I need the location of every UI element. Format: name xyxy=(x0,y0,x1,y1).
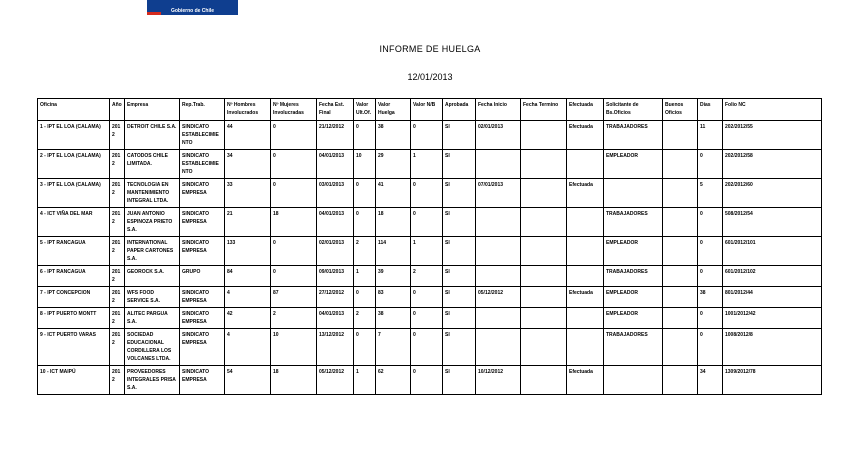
cell-valor-ult-of: 1 xyxy=(354,266,376,287)
cell-fecha-termino xyxy=(521,150,567,179)
cell-valor-nb: 0 xyxy=(411,208,443,237)
cell-valor-ult-of: 2 xyxy=(354,308,376,329)
cell-fecha-termino xyxy=(521,329,567,366)
table-row xyxy=(38,266,822,287)
cell-aprobada: SI xyxy=(443,237,476,266)
cell-mujeres: 87 xyxy=(271,287,317,308)
cell-valor-huelga: 38 xyxy=(376,121,411,150)
cell-hombres: 44 xyxy=(225,121,271,150)
report-date: 12/01/2013 xyxy=(407,72,453,82)
cell-dias: 11 xyxy=(698,121,723,150)
cell-valor-ult-of: 0 xyxy=(354,208,376,237)
cell-buenos-oficios xyxy=(663,179,698,208)
report-title: INFORME DE HUELGA xyxy=(379,44,481,54)
cell-solicitante: EMPLEADOR xyxy=(604,287,663,308)
table-row xyxy=(38,366,822,395)
cell-oficina: 9 - ICT PUERTO VARAS xyxy=(38,329,110,366)
cell-anio: 2012 xyxy=(110,237,125,266)
column-header: Empresa xyxy=(125,99,180,121)
cell-fecha-termino xyxy=(521,237,567,266)
cell-mujeres: 0 xyxy=(271,266,317,287)
cell-buenos-oficios xyxy=(663,266,698,287)
cell-hombres: 34 xyxy=(225,150,271,179)
cell-valor-ult-of: 0 xyxy=(354,287,376,308)
column-header: Días xyxy=(698,99,723,121)
column-header: Valor Ult.Of. xyxy=(354,99,376,121)
column-header: Fecha Termino xyxy=(521,99,567,121)
cell-rep-trab: SINDICATO EMPRESA xyxy=(180,366,225,395)
cell-oficina: 5 - IPT RANCAGUA xyxy=(38,237,110,266)
column-header: Nº Mujeres Involucradas xyxy=(271,99,317,121)
cell-fecha-final: 09/01/2013 xyxy=(317,266,354,287)
column-header: Valor N/B xyxy=(411,99,443,121)
cell-hombres: 42 xyxy=(225,308,271,329)
cell-mujeres: 18 xyxy=(271,366,317,395)
cell-efectuada xyxy=(567,329,604,366)
cell-rep-trab: SINDICATO ESTABLECIMIENTO xyxy=(180,150,225,179)
cell-hombres: 54 xyxy=(225,366,271,395)
cell-valor-nb: 0 xyxy=(411,366,443,395)
cell-valor-huelga: 83 xyxy=(376,287,411,308)
cell-dias: 0 xyxy=(698,329,723,366)
cell-valor-huelga: 114 xyxy=(376,237,411,266)
cell-valor-huelga: 29 xyxy=(376,150,411,179)
cell-fecha-inicio xyxy=(476,329,521,366)
cell-buenos-oficios xyxy=(663,121,698,150)
cell-aprobada: SI xyxy=(443,121,476,150)
cell-rep-trab: SINDICATO EMPRESA xyxy=(180,179,225,208)
cell-fecha-final: 02/01/2013 xyxy=(317,237,354,266)
cell-fecha-inicio xyxy=(476,266,521,287)
cell-hombres: 84 xyxy=(225,266,271,287)
cell-rep-trab: SINDICATO EMPRESA xyxy=(180,287,225,308)
cell-solicitante xyxy=(604,366,663,395)
cell-fecha-termino xyxy=(521,287,567,308)
cell-efectuada: Efectuada xyxy=(567,287,604,308)
cell-valor-ult-of: 1 xyxy=(354,366,376,395)
logo-text: Gobierno de Chile xyxy=(170,8,215,14)
cell-empresa: TECNOLOGIA EN MANTENIMIENTO INTEGRAL LTDA. xyxy=(125,179,180,208)
cell-fecha-final: 13/12/2012 xyxy=(317,329,354,366)
cell-mujeres: 0 xyxy=(271,237,317,266)
cell-rep-trab: GRUPO xyxy=(180,266,225,287)
cell-efectuada: Efectuada xyxy=(567,179,604,208)
cell-mujeres: 18 xyxy=(271,208,317,237)
cell-buenos-oficios xyxy=(663,287,698,308)
cell-valor-nb: 2 xyxy=(411,266,443,287)
cell-empresa: PROVEEDORES INTEGRALES PRISA S.A. xyxy=(125,366,180,395)
cell-valor-nb: 1 xyxy=(411,150,443,179)
column-header: Aprobada xyxy=(443,99,476,121)
cell-mujeres: 0 xyxy=(271,179,317,208)
column-header: Valor Huelga xyxy=(376,99,411,121)
cell-solicitante: EMPLEADOR xyxy=(604,308,663,329)
cell-folio: 202/2012/60 xyxy=(723,179,822,208)
cell-oficina: 3 - IPT EL LOA (CALAMA) xyxy=(38,179,110,208)
cell-valor-huelga: 38 xyxy=(376,308,411,329)
table-header-row xyxy=(38,99,822,121)
cell-fecha-final: 27/12/2012 xyxy=(317,287,354,308)
cell-empresa: CATODOS CHILE LIMITADA. xyxy=(125,150,180,179)
cell-dias: 38 xyxy=(698,287,723,308)
cell-dias: 0 xyxy=(698,208,723,237)
cell-fecha-final: 04/01/2013 xyxy=(317,308,354,329)
column-header: Folio NC xyxy=(723,99,822,121)
cell-rep-trab: SINDICATO ESTABLECIMIENTO xyxy=(180,121,225,150)
cell-buenos-oficios xyxy=(663,208,698,237)
logo-red-stripe xyxy=(147,12,161,15)
cell-folio: 202/2012/58 xyxy=(723,150,822,179)
cell-fecha-final: 04/01/2013 xyxy=(317,208,354,237)
cell-valor-huelga: 7 xyxy=(376,329,411,366)
table-row xyxy=(38,308,822,329)
column-header: Oficina xyxy=(38,99,110,121)
cell-folio: 1309/2012/78 xyxy=(723,366,822,395)
cell-fecha-inicio: 02/01/2013 xyxy=(476,121,521,150)
cell-anio: 2012 xyxy=(110,208,125,237)
cell-valor-ult-of: 0 xyxy=(354,329,376,366)
cell-fecha-termino xyxy=(521,308,567,329)
cell-aprobada: SI xyxy=(443,329,476,366)
cell-valor-nb: 0 xyxy=(411,329,443,366)
cell-hombres: 21 xyxy=(225,208,271,237)
cell-aprobada: SI xyxy=(443,179,476,208)
cell-empresa: JUAN ANTONIO ESPINOZA PRIETO S.A. xyxy=(125,208,180,237)
cell-rep-trab: SINDICATO EMPRESA xyxy=(180,308,225,329)
cell-anio: 2012 xyxy=(110,308,125,329)
column-header: Efectuada xyxy=(567,99,604,121)
cell-efectuada xyxy=(567,266,604,287)
cell-oficina: 7 - IPT CONCEPCION xyxy=(38,287,110,308)
column-header: Año xyxy=(110,99,125,121)
cell-solicitante: TRABAJADORES xyxy=(604,121,663,150)
cell-anio: 2012 xyxy=(110,179,125,208)
cell-buenos-oficios xyxy=(663,366,698,395)
cell-rep-trab: SINDICATO EMPRESA xyxy=(180,237,225,266)
cell-solicitante: TRABAJADORES xyxy=(604,266,663,287)
cell-oficina: 6 - IPT RANCAGUA xyxy=(38,266,110,287)
column-header: Buenos Oficios xyxy=(663,99,698,121)
cell-valor-nb: 1 xyxy=(411,237,443,266)
cell-folio: 508/2012/54 xyxy=(723,208,822,237)
cell-aprobada: SI xyxy=(443,366,476,395)
cell-aprobada: SI xyxy=(443,266,476,287)
cell-buenos-oficios xyxy=(663,308,698,329)
cell-empresa: SOCIEDAD EDUCACIONAL CORDILLERA LOS VOLCANES LTDA. xyxy=(125,329,180,366)
cell-fecha-final: 04/01/2013 xyxy=(317,150,354,179)
cell-anio: 2012 xyxy=(110,366,125,395)
cell-valor-ult-of: 10 xyxy=(354,150,376,179)
table-row xyxy=(38,121,822,150)
strike-report-table xyxy=(37,98,822,395)
cell-fecha-inicio xyxy=(476,237,521,266)
cell-dias: 0 xyxy=(698,237,723,266)
cell-valor-nb: 0 xyxy=(411,308,443,329)
cell-hombres: 33 xyxy=(225,179,271,208)
cell-empresa: DETROIT CHILE S.A. xyxy=(125,121,180,150)
cell-anio: 2012 xyxy=(110,329,125,366)
cell-valor-huelga: 39 xyxy=(376,266,411,287)
cell-mujeres: 10 xyxy=(271,329,317,366)
cell-solicitante: EMPLEADOR xyxy=(604,150,663,179)
cell-fecha-inicio xyxy=(476,208,521,237)
cell-folio: 601/2012/102 xyxy=(723,266,822,287)
cell-hombres: 4 xyxy=(225,287,271,308)
table-row xyxy=(38,208,822,237)
gobierno-de-chile-logo xyxy=(147,0,238,15)
cell-fecha-final: 21/12/2012 xyxy=(317,121,354,150)
table-row xyxy=(38,329,822,366)
cell-efectuada xyxy=(567,150,604,179)
table-row xyxy=(38,287,822,308)
cell-fecha-inicio xyxy=(476,308,521,329)
cell-folio: 1001/2012/42 xyxy=(723,308,822,329)
cell-efectuada: Efectuada xyxy=(567,121,604,150)
cell-valor-nb: 0 xyxy=(411,121,443,150)
cell-mujeres: 0 xyxy=(271,150,317,179)
cell-anio: 2012 xyxy=(110,150,125,179)
cell-aprobada: SI xyxy=(443,287,476,308)
cell-fecha-inicio: 05/12/2012 xyxy=(476,287,521,308)
cell-valor-ult-of: 2 xyxy=(354,237,376,266)
cell-solicitante xyxy=(604,179,663,208)
cell-fecha-final: 05/12/2012 xyxy=(317,366,354,395)
cell-oficina: 2 - IPT EL LOA (CALAMA) xyxy=(38,150,110,179)
cell-buenos-oficios xyxy=(663,150,698,179)
column-header: Rep.Trab. xyxy=(180,99,225,121)
cell-hombres: 4 xyxy=(225,329,271,366)
cell-dias: 0 xyxy=(698,150,723,179)
cell-folio: 601/2012/101 xyxy=(723,237,822,266)
cell-fecha-termino xyxy=(521,208,567,237)
cell-empresa: INTERNATIONAL PAPER CARTONES S.A. xyxy=(125,237,180,266)
cell-empresa: ALITEC PARGUA S.A. xyxy=(125,308,180,329)
cell-oficina: 4 - ICT VIÑA DEL MAR xyxy=(38,208,110,237)
cell-anio: 2012 xyxy=(110,121,125,150)
cell-folio: 1008/2012/8 xyxy=(723,329,822,366)
cell-valor-huelga: 41 xyxy=(376,179,411,208)
cell-anio: 2012 xyxy=(110,287,125,308)
cell-aprobada: SI xyxy=(443,208,476,237)
cell-valor-huelga: 18 xyxy=(376,208,411,237)
cell-rep-trab: SINDICATO EMPRESA xyxy=(180,329,225,366)
table-row xyxy=(38,237,822,266)
table-row xyxy=(38,179,822,208)
cell-valor-ult-of: 0 xyxy=(354,179,376,208)
cell-oficina: 1 - IPT EL LOA (CALAMA) xyxy=(38,121,110,150)
cell-solicitante: TRABAJADORES xyxy=(604,208,663,237)
cell-fecha-inicio: 10/12/2012 xyxy=(476,366,521,395)
cell-efectuada: Efectuada xyxy=(567,366,604,395)
cell-folio: 801/2012/44 xyxy=(723,287,822,308)
column-header: Solicitante de Bs.Oficios xyxy=(604,99,663,121)
cell-buenos-oficios xyxy=(663,237,698,266)
cell-solicitante: EMPLEADOR xyxy=(604,237,663,266)
column-header: Nº Hombres Involucrados xyxy=(225,99,271,121)
cell-anio: 2012 xyxy=(110,266,125,287)
cell-fecha-termino xyxy=(521,121,567,150)
cell-efectuada xyxy=(567,208,604,237)
cell-folio: 202/2012/55 xyxy=(723,121,822,150)
cell-hombres: 133 xyxy=(225,237,271,266)
cell-aprobada: SI xyxy=(443,150,476,179)
cell-empresa: WFS FOOD SERVICE S.A. xyxy=(125,287,180,308)
cell-aprobada: SI xyxy=(443,308,476,329)
cell-empresa: GEOROCK S.A. xyxy=(125,266,180,287)
cell-fecha-inicio xyxy=(476,150,521,179)
cell-oficina: 10 - ICT MAIPÚ xyxy=(38,366,110,395)
cell-dias: 0 xyxy=(698,266,723,287)
cell-valor-ult-of: 0 xyxy=(354,121,376,150)
cell-valor-huelga: 62 xyxy=(376,366,411,395)
cell-fecha-termino xyxy=(521,366,567,395)
table-row xyxy=(38,150,822,179)
cell-mujeres: 0 xyxy=(271,121,317,150)
cell-mujeres: 2 xyxy=(271,308,317,329)
column-header: Fecha Inicio xyxy=(476,99,521,121)
cell-valor-nb: 0 xyxy=(411,179,443,208)
table-body xyxy=(38,121,822,395)
column-header: Fecha Est. Final xyxy=(317,99,354,121)
cell-rep-trab: SINDICATO EMPRESA xyxy=(180,208,225,237)
cell-valor-nb: 0 xyxy=(411,287,443,308)
cell-fecha-final: 03/01/2013 xyxy=(317,179,354,208)
cell-dias: 5 xyxy=(698,179,723,208)
cell-efectuada xyxy=(567,237,604,266)
cell-dias: 34 xyxy=(698,366,723,395)
cell-buenos-oficios xyxy=(663,329,698,366)
cell-efectuada xyxy=(567,308,604,329)
cell-dias: 0 xyxy=(698,308,723,329)
cell-oficina: 8 - IPT PUERTO MONTT xyxy=(38,308,110,329)
cell-fecha-termino xyxy=(521,179,567,208)
cell-fecha-inicio: 07/01/2013 xyxy=(476,179,521,208)
cell-fecha-termino xyxy=(521,266,567,287)
cell-solicitante: TRABAJADORES xyxy=(604,329,663,366)
